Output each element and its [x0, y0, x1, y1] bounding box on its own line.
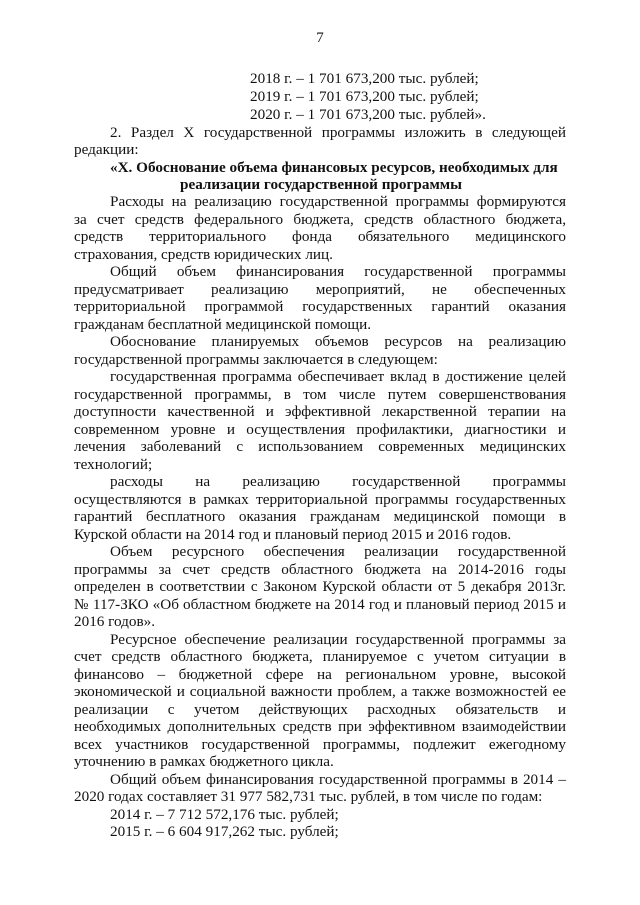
paragraph-line: государственная программа обеспечивает вклад в достижение целей [110, 368, 566, 385]
page-number: 7 [316, 30, 324, 46]
paragraph-line: технологий; [74, 456, 153, 473]
paragraph-line: всех участников государственной программы, подлежит ежегодному [74, 736, 566, 753]
intro-line-end: редакции: [74, 141, 139, 158]
paragraph-line: необходимых дополнительных средств при эффективном взаимодействии [74, 718, 566, 735]
paragraph-line: средств территориального фонда обязательного медицинского [74, 228, 566, 245]
paragraph-line: Ресурсное обеспечение реализации государственной программы за [110, 631, 566, 648]
paragraph-line: № 117-ЗКО «Об областном бюджете на 2014 год и плановый период 2015 и [74, 596, 566, 613]
paragraph-line: территориальной программой государственных гарантий оказания [74, 298, 566, 315]
paragraph-line: экономической и социальной важности проблем, а также возможностей ее [74, 683, 566, 700]
paragraph-line: Расходы на реализацию государственной программы формируются [110, 193, 566, 210]
paragraph-line: 2020 годах составляет 31 977 582,731 тыс. рублей, в том числе по годам: [74, 788, 543, 805]
paragraph-line: за счет средств федерального бюджета, средств областного бюджета, [74, 211, 566, 228]
year-line-2020: 2020 г. – 1 701 673,200 тыс. рублей». [250, 106, 486, 123]
paragraph-line: реализации с учетом действующих расходных обязательств и [74, 701, 566, 718]
paragraph-line: Объем ресурсного обеспечения реализации государственной [110, 543, 566, 560]
paragraph-line: доступности качественной и эффективной лекарственной терапии на [74, 403, 566, 420]
paragraph-line: гарантий бесплатного оказания гражданам медицинской помощи в [74, 508, 566, 525]
paragraph-line: государственной программы заключается в следующем: [74, 351, 438, 368]
paragraph-line: Курской области на 2014 год и плановый период 2015 и 2016 годов. [74, 526, 512, 543]
paragraph-line: Общий объем финансирования государственной программы [110, 263, 566, 280]
year-line-2018: 2018 г. – 1 701 673,200 тыс. рублей; [250, 70, 479, 87]
paragraph-line: государственной программы, в том числе путем совершенствования [74, 386, 566, 403]
year-line-2019: 2019 г. – 1 701 673,200 тыс. рублей; [250, 88, 479, 105]
section-heading-line-1: «X. Обоснование объема финансовых ресурсов, необходимых для [110, 159, 558, 176]
intro-line: 2. Раздел X государственной программы изложить в следующей [110, 124, 566, 141]
paragraph-line: современном уровне и осуществления профилактики, диагностики и [74, 421, 566, 438]
paragraph-line: гражданам бесплатной медицинской помощи. [74, 316, 372, 333]
year-line-2014: 2014 г. – 7 712 572,176 тыс. рублей; [110, 806, 339, 823]
paragraph-line: расходы на реализацию государственной программы [110, 473, 566, 490]
paragraph-line: лечения заболеваний с использованием современных медицинских [74, 438, 566, 455]
paragraph-line: уточнению в рамках бюджетного цикла. [74, 753, 334, 770]
paragraph-line: предусматривает реализацию мероприятий, не обеспеченных [74, 281, 566, 298]
paragraph-line: Общий объем финансирования государственной программы в 2014 – [110, 771, 566, 788]
year-line-2015: 2015 г. – 6 604 917,262 тыс. рублей; [110, 823, 339, 840]
paragraph-line: осуществляются в рамках территориальной программы государственных [74, 491, 566, 508]
paragraph-line: финансово – бюджетной сфере на региональном уровне, высокой [74, 666, 566, 683]
paragraph-line: определен в соответствии с Законом Курской области от 5 декабря 2013г. [74, 578, 566, 595]
paragraph-line: 2016 годов». [74, 613, 156, 630]
section-heading-line-2: реализации государственной программы [180, 176, 463, 193]
paragraph-line: страхования, средств юридических лиц. [74, 246, 333, 263]
paragraph-line: программы за счет средств областного бюджета на 2014-2016 годы [74, 561, 566, 578]
paragraph-line: Обоснование планируемых объемов ресурсов на реализацию [110, 333, 566, 350]
paragraph-line: счет средств областного бюджета, планируемое с учетом ситуации в [74, 648, 566, 665]
